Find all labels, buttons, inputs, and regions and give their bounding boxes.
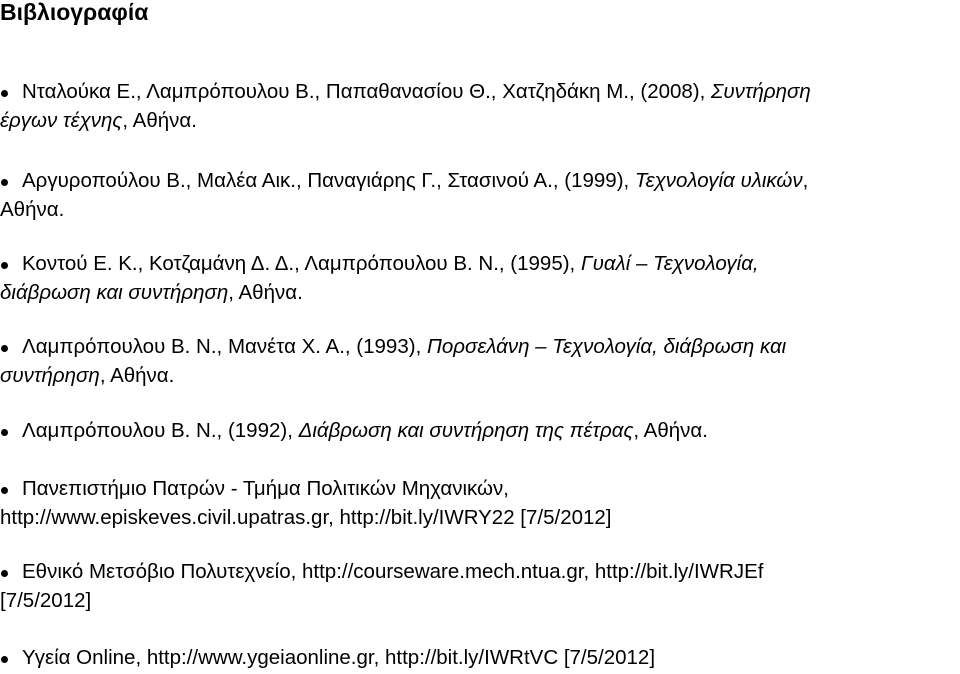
page-title: Βιβλιογραφία (0, 0, 149, 25)
bibliography-entry: Αργυροπούλου Β., Μαλέα Αικ., Παναγιάρης Γ., Στασινού Α., (1999), Τεχνολογία υλικών, Αθήνα. (0, 169, 809, 221)
bullet-icon (1, 345, 8, 352)
bullet-icon (1, 179, 8, 186)
bullet-icon (1, 90, 8, 97)
bibliography-entry: Λαμπρόπουλου Β. Ν., Μανέτα Χ. Α., (1993), Πορσελάνη – Τεχνολογία, διάβρωση και συντήρηση, Αθήνα. (0, 335, 787, 387)
bullet-icon (1, 487, 8, 494)
bullet-icon (1, 570, 8, 577)
bibliography-entry: Πανεπιστήμιο Πατρών - Τμήμα Πολιτικών Μηχανικών, http://www.episkeves.civil.upatras.gr, http://bit.ly/IWRY22 [7/5/2012] (0, 477, 612, 529)
bullet-icon (1, 429, 8, 436)
bibliography-entry: Εθνικό Μετσόβιο Πολυτεχνείο, http://courseware.mech.ntua.gr, http://bit.ly/IWRJEf [7/5/2012] (0, 560, 764, 612)
bibliography-entry: Υγεία Online, http://www.ygeiaonline.gr, http://bit.ly/IWRtVC [7/5/2012] (0, 643, 950, 672)
bibliography-entry: Κοντού Ε. Κ., Κοτζαμάνη Δ. Δ., Λαμπρόπουλου Β. Ν., (1995), Γυαλί – Τεχνολογία, διάβρωση και συντήρηση, Αθήνα. (0, 252, 759, 304)
bibliography-entry: Νταλούκα Ε., Λαμπρόπουλου Β., Παπαθανασίου Θ., Χατζηδάκη Μ., (2008), Συντήρηση έργων τέχνης, Αθήνα. (0, 80, 811, 132)
bullet-icon (1, 656, 8, 663)
bullet-icon (1, 262, 8, 269)
bibliography-entry: Λαμπρόπουλου Β. Ν., (1992), Διάβρωση και συντήρηση της πέτρας, Αθήνα. (0, 416, 950, 445)
